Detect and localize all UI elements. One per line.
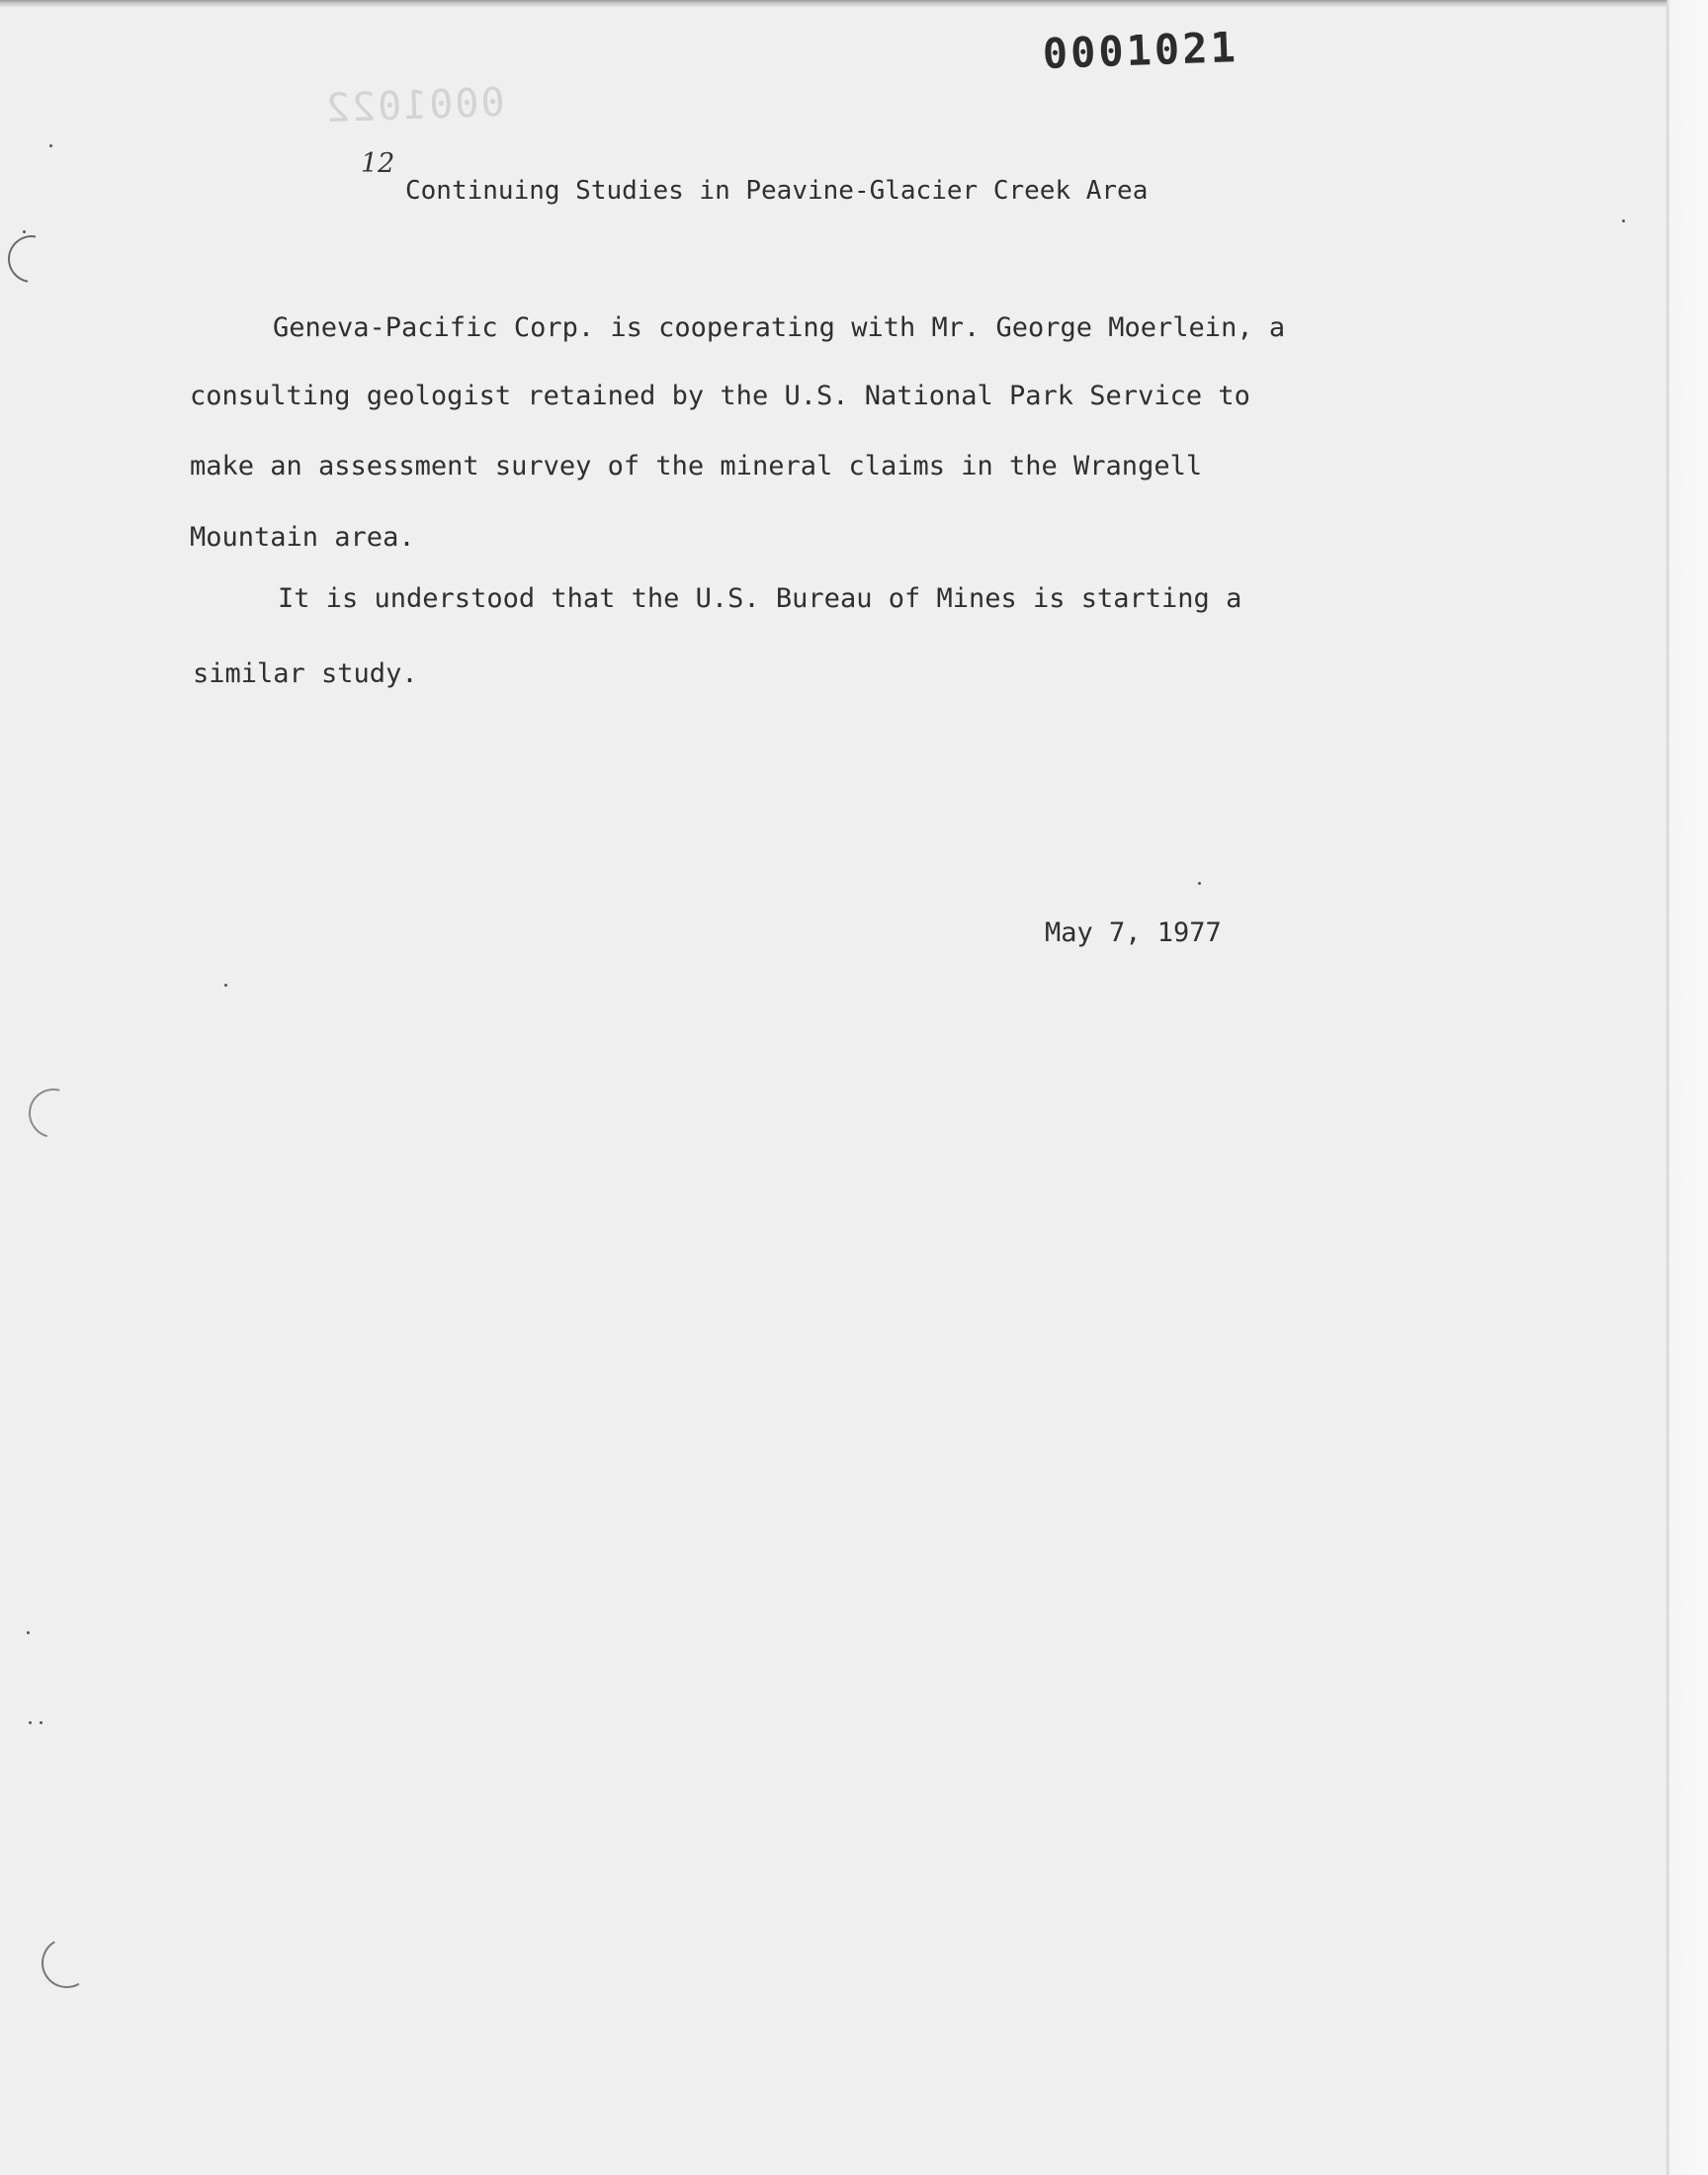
handwritten-page-number: 12 bbox=[361, 148, 395, 179]
archive-number-stamp: 0001021 bbox=[1042, 23, 1239, 78]
ghost-archive-number: 0001022 bbox=[323, 79, 506, 132]
paragraph-2-line-1: It is understood that the U.S. Bureau of Mines is starting a bbox=[278, 583, 1242, 614]
speckle bbox=[29, 1721, 32, 1724]
page-top-edge bbox=[0, 0, 1666, 8]
speckle bbox=[23, 230, 26, 233]
document-date: May 7, 1977 bbox=[1045, 917, 1222, 948]
punch-hole-mark bbox=[20, 1080, 87, 1147]
speckle bbox=[1198, 882, 1201, 885]
paragraph-1-line-4: Mountain area. bbox=[190, 522, 415, 553]
paragraph-1-line-2: consulting geologist retained by the U.S. National Park Service to bbox=[190, 381, 1250, 411]
punch-hole-mark bbox=[0, 226, 64, 293]
document-title: Continuing Studies in Peavine-Glacier Creek Area bbox=[405, 176, 1149, 206]
speckle bbox=[27, 1631, 30, 1634]
punch-hole-mark bbox=[36, 1932, 97, 1993]
speckle bbox=[49, 144, 52, 147]
speckle bbox=[224, 984, 227, 987]
paragraph-2-line-2: similar study. bbox=[193, 658, 418, 689]
paragraph-1-line-1: Geneva-Pacific Corp. is cooperating with Mr. George Moerlein, a bbox=[273, 312, 1286, 343]
speckle bbox=[40, 1721, 43, 1724]
page-right-edge bbox=[1666, 0, 1708, 2175]
speckle bbox=[1622, 219, 1625, 222]
paragraph-1-line-3: make an assessment survey of the mineral claims in the Wrangell bbox=[190, 451, 1203, 481]
